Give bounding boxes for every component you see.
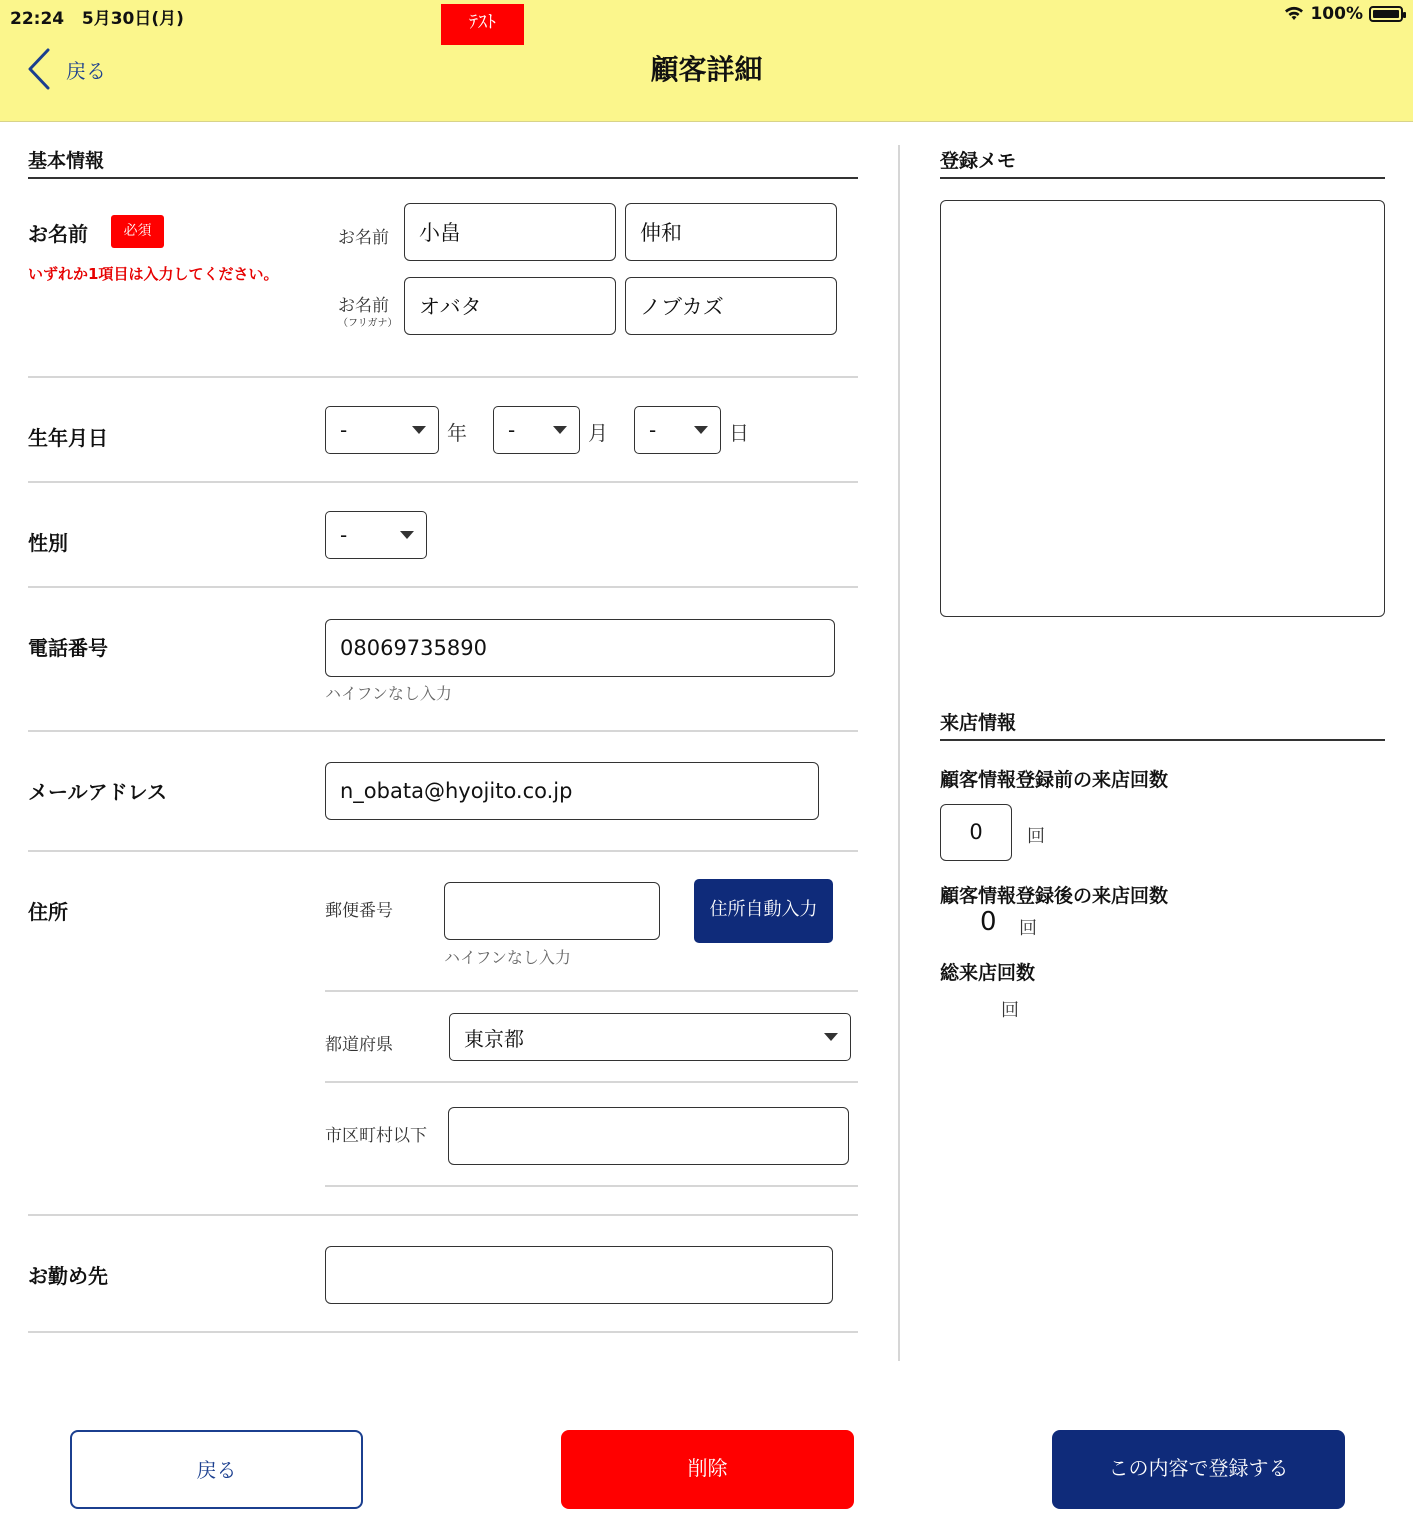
phone-hint: ハイフンなし入力: [325, 684, 452, 703]
postal-code-hint: ハイフンなし入力: [444, 948, 571, 967]
phone-input[interactable]: 08069735890: [325, 619, 835, 677]
visit-info-heading: 来店情報: [940, 712, 1017, 734]
delete-button[interactable]: 削除: [561, 1430, 854, 1509]
day-unit: 日: [729, 421, 749, 445]
chevron-down-icon: [412, 426, 426, 434]
visits-before-label: 顧客情報登録前の来店回数: [940, 769, 1169, 791]
header-back-label: 戻る: [66, 58, 106, 83]
city-input[interactable]: [448, 1107, 849, 1165]
divider: [28, 850, 858, 852]
basic-info-heading: 基本情報: [28, 150, 105, 172]
last-name-input[interactable]: 小畠: [404, 203, 616, 261]
wifi-icon: [1284, 6, 1304, 22]
chevron-down-icon: [694, 426, 708, 434]
prefecture-value: 東京都: [464, 1026, 524, 1051]
test-badge: ﾃｽﾄ: [441, 4, 524, 45]
month-unit: 月: [588, 421, 608, 445]
name-label: お名前: [28, 222, 88, 246]
battery-icon: [1369, 6, 1403, 22]
postal-code-label: 郵便番号: [325, 901, 393, 921]
postal-code-input[interactable]: [444, 882, 660, 940]
birth-day-value: -: [649, 418, 657, 442]
prefecture-select[interactable]: [449, 1013, 851, 1061]
first-name-input[interactable]: 伸和: [625, 203, 837, 261]
page-title: 顧客詳細: [650, 53, 763, 86]
visits-after-value: 0: [980, 907, 997, 937]
divider: [325, 1081, 858, 1083]
app-header: [0, 0, 1413, 122]
phone-label: 電話番号: [28, 636, 108, 660]
memo-divider: [940, 177, 1385, 179]
memo-heading: 登録メモ: [940, 150, 1017, 172]
chevron-down-icon: [824, 1033, 838, 1041]
city-label: 市区町村以下: [325, 1126, 427, 1146]
birth-month-value: -: [508, 418, 516, 442]
memo-textarea[interactable]: [940, 200, 1385, 617]
column-divider: [898, 145, 900, 1361]
gender-select[interactable]: [325, 511, 427, 559]
status-indicators: [1284, 4, 1403, 24]
divider: [28, 730, 858, 732]
visits-after-unit: 回: [1019, 918, 1037, 939]
name-kanji-label: お名前: [338, 228, 389, 248]
status-clock: 22:24: [10, 9, 65, 29]
first-name-kana-input[interactable]: ノブカズ: [625, 277, 837, 335]
visits-before-input[interactable]: 0: [940, 804, 1012, 861]
divider: [28, 1331, 858, 1333]
name-required-note: いずれか1項目は入力してください。: [28, 265, 279, 283]
address-label: 住所: [28, 900, 68, 924]
name-kana-sublabel: （フリガナ）: [338, 318, 398, 329]
chevron-down-icon: [553, 426, 567, 434]
required-badge: 必須: [111, 215, 164, 248]
chevron-down-icon: [400, 531, 414, 539]
visits-total-unit: 回: [1001, 1000, 1019, 1021]
birth-day-select[interactable]: [634, 406, 721, 454]
email-input[interactable]: n_obata@hyojito.co.jp: [325, 762, 819, 820]
last-name-kana-input[interactable]: オバタ: [404, 277, 616, 335]
birth-year-select[interactable]: [325, 406, 439, 454]
prefecture-label: 都道府県: [325, 1035, 393, 1055]
battery-percent: 100%: [1310, 4, 1363, 24]
workplace-label: お勤め先: [28, 1264, 108, 1288]
name-kana-label: お名前: [338, 296, 389, 316]
address-autofill-button[interactable]: 住所自動入力: [694, 879, 833, 943]
visits-before-unit: 回: [1027, 826, 1045, 847]
divider: [325, 1185, 858, 1187]
birth-year-value: -: [340, 418, 348, 442]
birth-month-select[interactable]: [493, 406, 580, 454]
submit-button[interactable]: この内容で登録する: [1052, 1430, 1345, 1509]
visits-total-label: 総来店回数: [940, 962, 1036, 984]
workplace-input[interactable]: [325, 1246, 833, 1304]
divider: [28, 586, 858, 588]
gender-value: -: [340, 523, 348, 547]
status-time: [10, 4, 184, 29]
visits-after-label: 顧客情報登録後の来店回数: [940, 885, 1169, 907]
basic-info-divider: [28, 177, 858, 179]
visit-info-divider: [940, 739, 1385, 741]
year-unit: 年: [447, 421, 467, 445]
status-date: 5月30日(月): [81, 9, 184, 29]
back-button[interactable]: 戻る: [70, 1430, 363, 1509]
divider: [28, 1214, 858, 1216]
gender-label: 性別: [28, 531, 68, 555]
email-label: メールアドレス: [28, 780, 167, 804]
divider: [325, 990, 858, 992]
divider: [28, 376, 858, 378]
divider: [28, 481, 858, 483]
birthday-label: 生年月日: [28, 426, 108, 450]
